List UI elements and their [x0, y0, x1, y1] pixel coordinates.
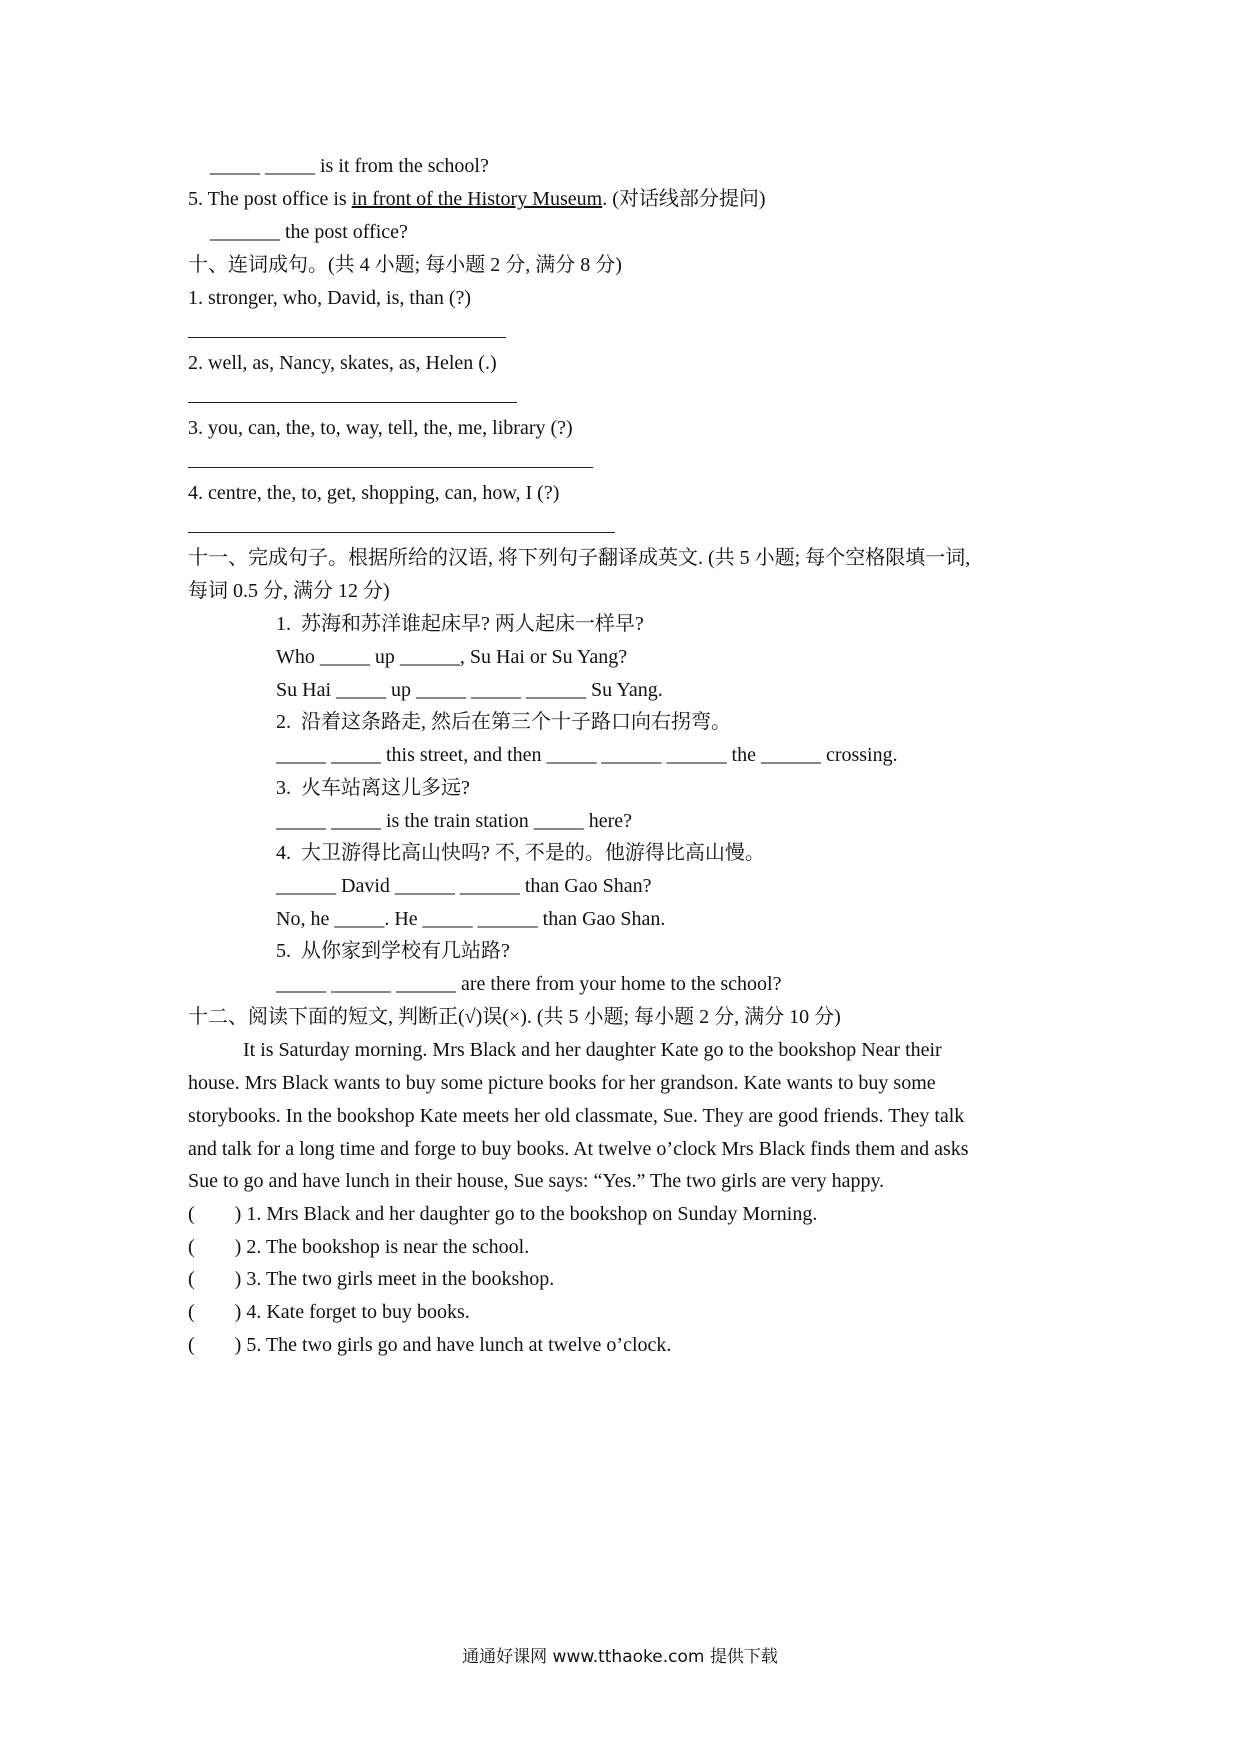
answer-line-1	[188, 337, 506, 338]
passage-line-1: It is Saturday morning. Mrs Black and her daughter Kate go to the bookshop Near their	[243, 1039, 942, 1061]
section11-line-10: No, he _____. He _____ ______ than Gao Shan.	[276, 908, 666, 930]
section10-item-2: 2. well, as, Nancy, skates, as, Helen (.)	[188, 352, 497, 374]
section11-line-1: 1. 苏海和苏洋谁起床早? 两人起床一样早?	[276, 613, 644, 635]
section11-line-12: _____ ______ ______ are there from your home to the school?	[276, 973, 782, 995]
q5-post: . (对话线部分提问)	[602, 188, 766, 210]
section12-heading: 十二、阅读下面的短文, 判断正(√)误(×). (共 5 小题; 每小题 2 分, 满分 10 分)	[188, 1006, 841, 1028]
answer-line-4	[188, 532, 615, 533]
section11-line-11: 5. 从你家到学校有几站路?	[276, 940, 510, 962]
section11-line-3: Su Hai _____ up _____ _____ ______ Su Yang.	[276, 679, 663, 701]
tf-question-2: ( ) 2. The bookshop is near the school.	[188, 1236, 530, 1258]
section11-line-8: 4. 大卫游得比高山快吗? 不, 不是的。他游得比高山慢。	[276, 842, 765, 864]
section11-line-5: _____ _____ this street, and then _____ ______ ______ the ______ crossing.	[276, 744, 898, 766]
answer-line-2	[188, 402, 517, 403]
section11-line-2: Who _____ up ______, Su Hai or Su Yang?	[276, 646, 628, 668]
page-footer: 通通好课网 www.tthaoke.com 提供下载	[462, 1647, 778, 1667]
q4-answer-line: _____ _____ is it from the school?	[210, 155, 489, 177]
section11-line-7: _____ _____ is the train station _____ here?	[276, 810, 633, 832]
section11-heading-2: 每词 0.5 分, 满分 12 分)	[188, 580, 390, 602]
tf-question-1: ( ) 1. Mrs Black and her daughter go to the bookshop on Sunday Morning.	[188, 1203, 818, 1225]
section11-heading-1: 十一、完成句子。根据所给的汉语, 将下列句子翻译成英文. (共 5 小题; 每个空格限填一词,	[188, 547, 971, 569]
passage-line-3: storybooks. In the bookshop Kate meets her old classmate, Sue. They are good friends. They talk	[188, 1105, 965, 1127]
q5-underlined: in front of the History Museum	[351, 188, 603, 210]
q5-pre: 5. The post office is	[188, 188, 352, 210]
tf-question-5: ( ) 5. The two girls go and have lunch at twelve o’clock.	[188, 1334, 672, 1356]
tf-question-4: ( ) 4. Kate forget to buy books.	[188, 1301, 470, 1323]
tf-question-3: ( ) 3. The two girls meet in the bookshop.	[188, 1268, 555, 1290]
passage-line-5: Sue to go and have lunch in their house, Sue says: “Yes.” The two girls are very happy.	[188, 1170, 885, 1192]
section11-line-4: 2. 沿着这条路走, 然后在第三个十子路口向右拐弯。	[276, 711, 731, 733]
section10-heading: 十、连词成句。(共 4 小题; 每小题 2 分, 满分 8 分)	[188, 254, 622, 276]
q5-question	[188, 186, 766, 212]
answer-line-3	[188, 467, 593, 468]
section11-line-6: 3. 火车站离这儿多远?	[276, 777, 470, 799]
passage-line-2: house. Mrs Black wants to buy some picture books for her grandson. Kate wants to buy some	[188, 1072, 936, 1094]
section10-item-1: 1. stronger, who, David, is, than (?)	[188, 287, 472, 309]
section10-item-3: 3. you, can, the, to, way, tell, the, me, library (?)	[188, 417, 573, 439]
section11-line-9: ______ David ______ ______ than Gao Shan?	[276, 875, 652, 897]
q5-answer-line: _______ the post office?	[210, 221, 408, 243]
passage-line-4: and talk for a long time and forge to buy books. At twelve o’clock Mrs Black finds them and asks	[188, 1138, 969, 1160]
section10-item-4: 4. centre, the, to, get, shopping, can, how, I (?)	[188, 482, 560, 504]
